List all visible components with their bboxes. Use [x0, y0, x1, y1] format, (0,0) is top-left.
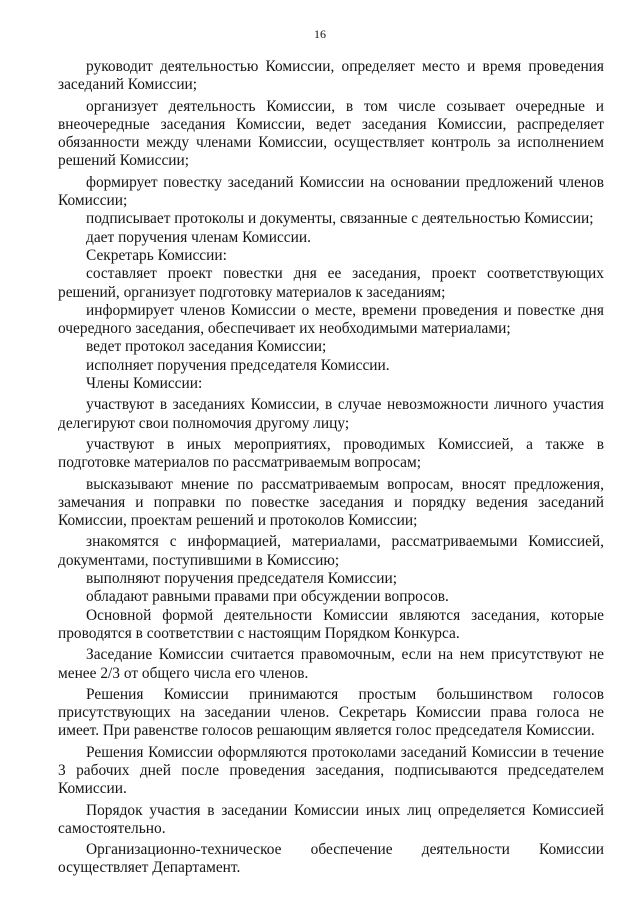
- paragraph: Заседание Комиссии считается правомочным, если на нем присутствуют не менее 2/3 от общего числа его членов.: [58, 646, 604, 682]
- section-heading: Секретарь Комиссии:: [86, 246, 227, 264]
- paragraph: руководит деятельностью Комиссии, определяет место и время проведения заседаний Комиссии;: [58, 58, 604, 94]
- paragraph: участвуют в заседаниях Комиссии, в случае невозможности личного участия делегируют свои полномочия другому лицу;: [58, 396, 604, 432]
- section-heading: Члены Комиссии:: [86, 375, 203, 393]
- paragraph: подписывает протоколы и документы, связанные с деятельностью Комиссии;: [86, 210, 594, 228]
- paragraph: выполняют поручения председателя Комиссии;: [86, 570, 398, 588]
- paragraph: организует деятельность Комиссии, в том числе созывает очередные и внеочередные заседания Комиссии, ведет заседания Комиссии, распределяет обязанности между членами Комиссии, осуществляет контроль за исполнением решений Комиссии;: [58, 97, 604, 170]
- paragraph: участвуют в иных мероприятиях, проводимых Комиссией, а также в подготовке материалов по рассматриваемым вопросам;: [58, 435, 604, 472]
- paragraph: Порядок участия в заседании Комиссии иных лиц определяется Комиссией самостоятельно.: [58, 801, 604, 837]
- paragraph: информирует членов Комиссии о месте, времени проведения и повестке дня очередного заседания, обеспечивает их необходимыми материалами;: [58, 301, 604, 338]
- paragraph: Решения Комиссии оформляются протоколами заседаний Комиссии в течение 3 рабочих дней после проведения заседания, подписываются председателем Комиссии.: [58, 743, 604, 798]
- paragraph: высказывают мнение по рассматриваемым вопросам, вносят предложения, замечания и поправки по повестке заседания и порядку ведения заседаний Комиссии, проектам решений и протоколов Комиссии;: [58, 475, 604, 530]
- paragraph: исполняет поручения председателя Комиссии.: [86, 356, 390, 374]
- document-body: [58, 58, 604, 878]
- paragraph: обладают равными правами при обсуждении вопросов.: [86, 588, 449, 606]
- paragraph: Основной формой деятельности Комиссии являются заседания, которые проводятся в соответствии с настоящим Порядком Конкурса.: [58, 606, 604, 642]
- paragraph: Решения Комиссии принимаются простым большинством голосов присутствующих на заседании членов. Секретарь Комиссии права голоса не имеет. При равенстве голосов решающим является голос председателя Комиссии.: [58, 685, 604, 740]
- paragraph: ведет протокол заседания Комиссии;: [86, 338, 327, 356]
- page-number: 16: [314, 27, 326, 41]
- paragraph: составляет проект повестки дня ее заседания, проект соответствующих решений, организует подготовку материалов к заседаниям;: [58, 265, 604, 301]
- paragraph: формирует повестку заседаний Комиссии на основании предложений членов Комиссии;: [58, 173, 604, 210]
- paragraph: Организационно-техническое обеспечение деятельности Комиссии осуществляет Департамент.: [58, 841, 604, 877]
- paragraph: дает поручения членам Комиссии.: [86, 228, 311, 246]
- paragraph: знакомятся с информацией, материалами, рассматриваемыми Комиссией, документами, поступившими в Комиссию;: [58, 533, 604, 569]
